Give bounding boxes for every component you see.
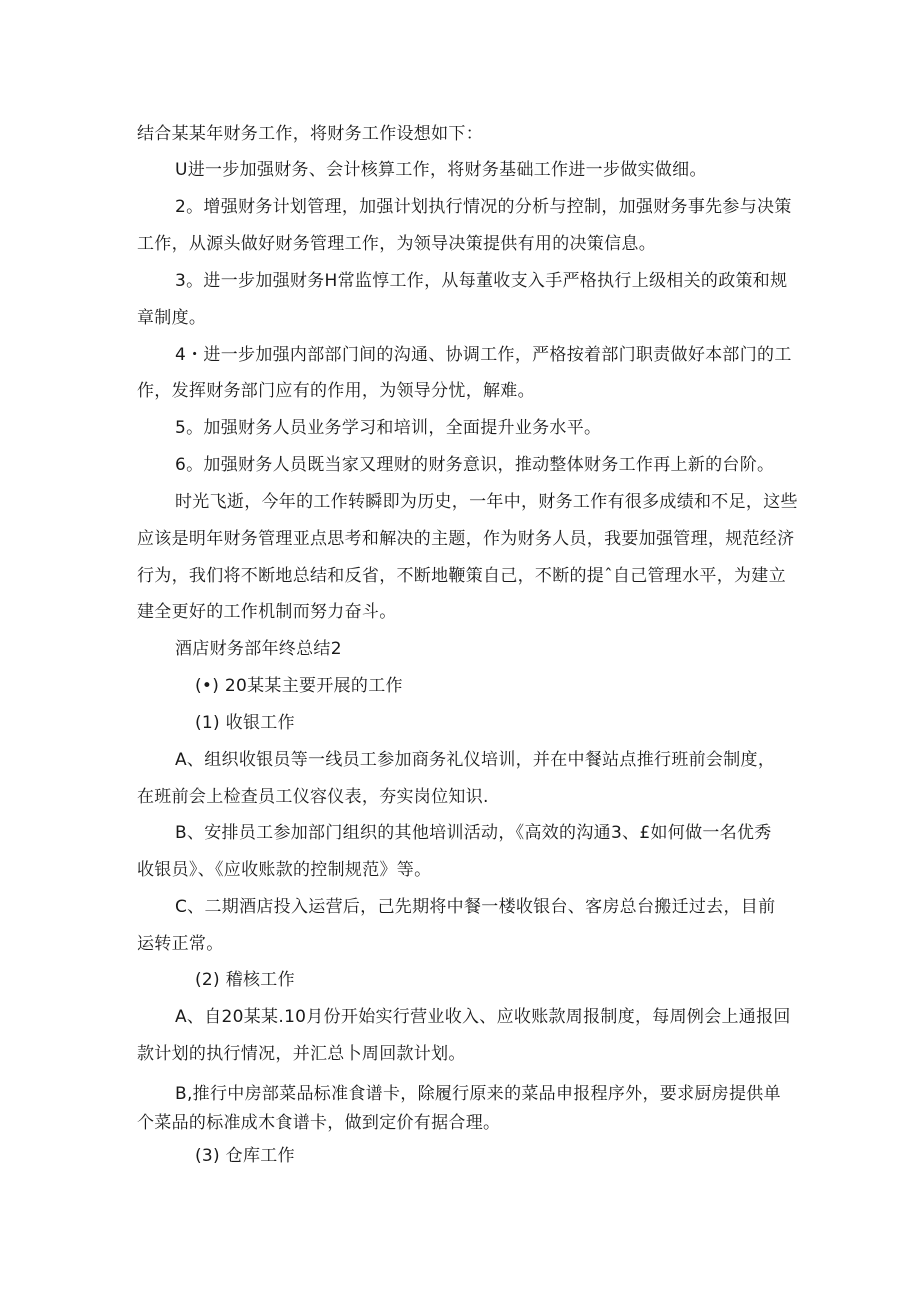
text-line: A、组织收银员等一线员工参加商务礼仪培训，并在中餐站点推行班前会制度， (175, 750, 776, 770)
section-title: 酒店财务部年终总结2 (175, 639, 342, 659)
text-line: 款计划的执行情况，并汇总卜周回款计划。 (137, 1044, 466, 1064)
text-line: A、自20某某.10月份开始实行营业收入、应收账款周报制度，每周例会上通报回 (175, 1007, 791, 1027)
text-line: 时光飞逝，今年的工作转瞬即为历史，一年中，财务工作有很多成绩和不足，这些 (175, 492, 798, 512)
subsection-heading: (1) 收银工作 (195, 713, 295, 733)
text-line: 5。加强财务人员业务学习和培训，全面提升业务水平。 (175, 418, 602, 438)
text-line: 建全更好的工作机制而努力奋斗。 (137, 602, 397, 622)
text-line: 行为，我们将不断地总结和反省，不断地鞭策自己，不断的提ˆ自己管理水平，为建立 (137, 566, 786, 586)
text-line: 3。进一步加强财务H常监惇工作，从每董收支入手严格执行上级相关的政策和规 (175, 271, 788, 291)
text-line: 在班前会上检查员工仪容仪表，夯实岗位知识. (137, 787, 489, 807)
text-line: 收银员》、《应收账款的控制规范》等。 (137, 860, 432, 880)
text-line: 应该是明年财务管理亚点思考和解决的主题，作为财务人员，我要加强管理，规范经济 (137, 529, 795, 549)
text-line: 结合某某年财务工作，将财务工作设想如下： (137, 124, 483, 144)
text-line: 工作，从源头做好财务管理工作，为领导决策提供有用的决策信息。 (137, 234, 656, 254)
text-line: 运转正常。 (137, 934, 224, 954)
text-line: 个菜品的标准成木食谱卡，做到定价有据合理。 (137, 1113, 501, 1133)
text-line: 作，发挥财务部门应有的作用，为领导分忧，解难。 (137, 381, 535, 401)
text-line: C、二期酒店投入运营后，己先期将中餐一楼收银台、客房总台搬迁过去，目前 (175, 897, 776, 917)
subsection-heading: (2) 稽核工作 (195, 970, 295, 990)
text-line: 4・进一步加强内部部门间的沟通、协调工作，严格按着部门职责做好本部门的工 (175, 345, 792, 365)
text-line: B,推行中房部菜品标准食谱卡，除履行原来的菜品申报程序外，要求厨房提供单 (175, 1084, 781, 1104)
text-line: B、安排员工参加部门组织的其他培训活动，《高效的沟通3、£如何做一名优秀 (175, 823, 772, 843)
section-heading: (•) 20某某主要开展的工作 (195, 676, 403, 696)
text-line: 章制度。 (137, 308, 207, 328)
text-line: 6。加强财务人员既当家又理财的财务意识，推动整体财务工作再上新的台阶。 (175, 455, 775, 475)
text-line: U进一步加强财务、会计核算工作，将财务基础工作进一步做实做细。 (175, 160, 707, 180)
subsection-heading: (3) 仓库工作 (195, 1146, 295, 1166)
text-line: 2。增强财务计划管理，加强计划执行情况的分析与控制，加强财务事先参与决策 (175, 197, 792, 217)
